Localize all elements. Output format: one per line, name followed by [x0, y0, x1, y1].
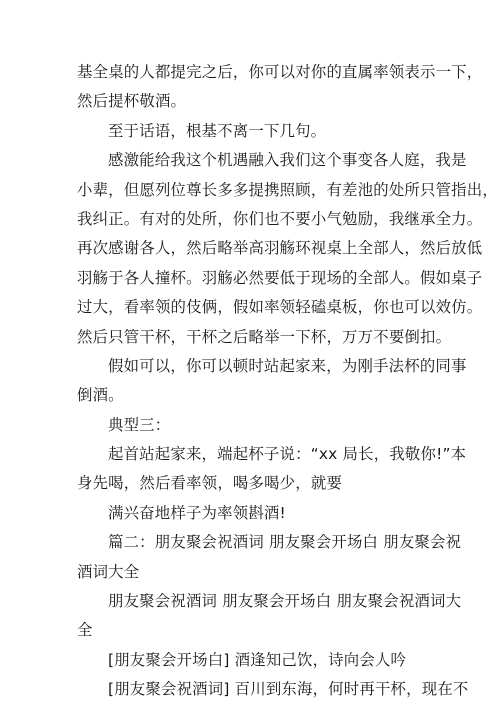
paragraph — [77, 646, 429, 675]
paragraph — [77, 675, 469, 704]
text-line: 过大，看率领的伎俩，假如率领轻磕桌板，你也可以效仿。 — [77, 298, 483, 317]
paragraph — [77, 558, 429, 587]
text-line: 典型三： — [108, 415, 171, 434]
paragraph — [77, 469, 429, 498]
text-line: 起首站起家来，端起杯子说：“xx 局长，我敬你!”本 — [108, 445, 467, 464]
text-line: [朋友聚会祝酒词] 百川到东海，何时再干杯，现在不 — [108, 680, 469, 699]
paragraph — [77, 117, 429, 146]
document-body — [77, 58, 498, 705]
paragraph — [77, 381, 429, 410]
text-line: 酒词大全 — [77, 562, 140, 581]
text-line: 满兴奋地样子为率领斟酒! — [108, 503, 286, 522]
text-line: [朋友聚会开场白] 酒逢知己饮，诗向会人吟 — [108, 650, 407, 669]
text-line: 感激能给我这个机遇融入我们这个事变各人庭，我是 — [108, 151, 467, 170]
paragraph — [77, 587, 462, 616]
paragraph — [77, 58, 483, 117]
text-line: 朋友聚会祝酒词 朋友聚会开场白 朋友聚会祝酒词大 — [108, 592, 462, 611]
text-line: 篇二：朋友聚会祝酒词 朋友聚会开场白 朋友聚会祝 — [108, 533, 462, 552]
text-line: 全 — [77, 621, 93, 640]
text-line: 身先喝，然后看率领，喝多喝少，就要 — [77, 474, 343, 493]
text-line: 再次感谢各人，然后略举高羽觞环视桌上全部人，然后放低 — [77, 239, 483, 258]
section-heading — [77, 528, 462, 557]
text-line: 倒酒。 — [77, 386, 124, 405]
paragraph — [77, 352, 467, 381]
text-line: 羽觞于各人撞杯。羽觞必然要低于现场的全部人。假如桌子 — [77, 268, 483, 287]
text-line: 然后只管干杯，干杯之后略举一下杯，万万不要倒扣。 — [77, 327, 452, 346]
section-heading — [77, 411, 429, 440]
text-line: 我纠正。有对的处所，你们也不要小气勉励，我继承全力。 — [77, 209, 483, 228]
paragraph — [77, 176, 498, 352]
paragraph — [77, 499, 429, 528]
text-line: 至于话语，根基不离一下几句。 — [108, 121, 327, 140]
paragraph — [77, 440, 467, 469]
text-line: 然后提杯敬酒。 — [77, 92, 187, 111]
paragraph — [77, 146, 467, 175]
paragraph — [77, 616, 429, 645]
text-line: 假如可以，你可以顿时站起家来，为刚手法杯的同事 — [108, 356, 467, 375]
text-line: 小辈，但愿列位尊长多多提携照顾，有差池的处所只管指出， — [77, 180, 498, 199]
text-line: 基全桌的人都提完之后，你可以对你的直属率领表示一下， — [77, 63, 483, 81]
